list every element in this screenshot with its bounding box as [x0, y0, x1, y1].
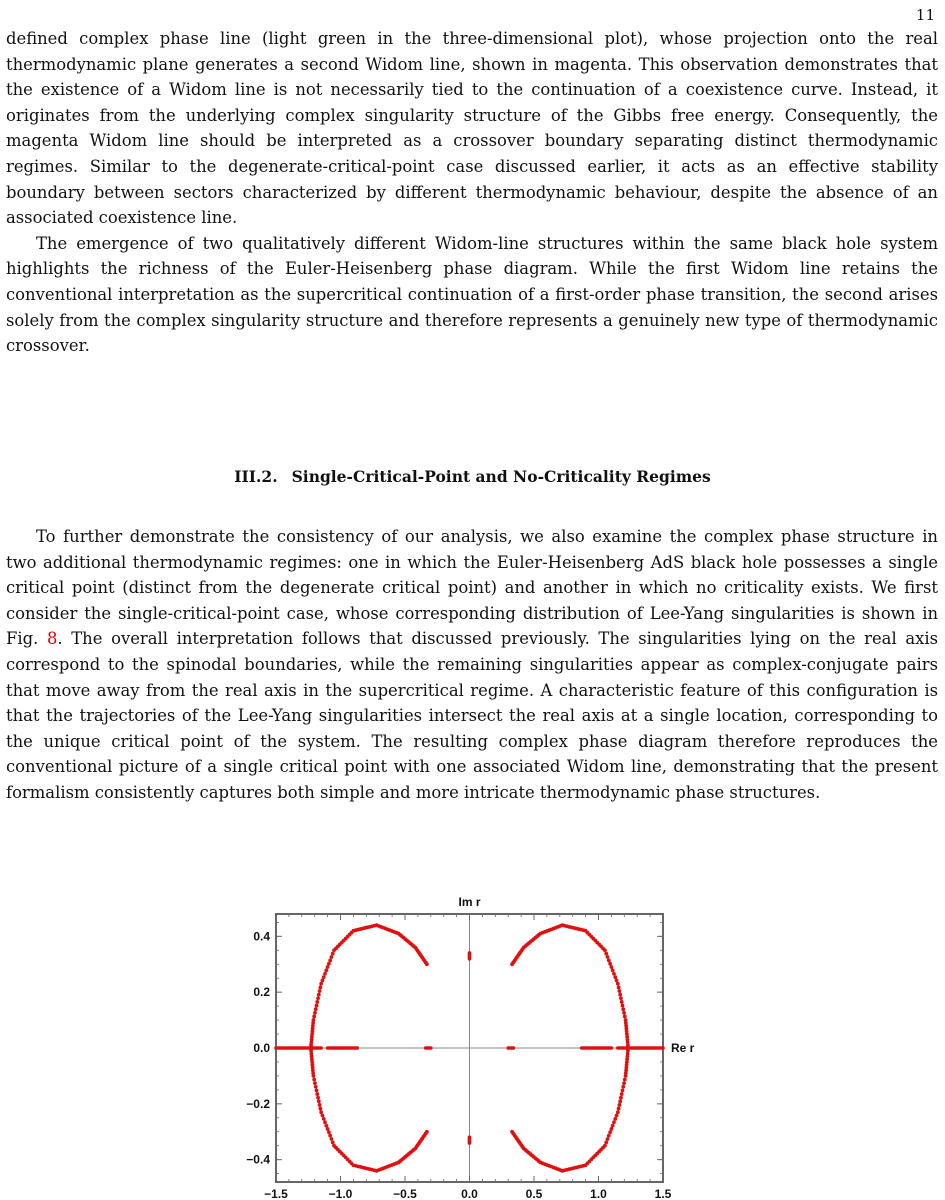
- singularity-point: [623, 1015, 627, 1019]
- singularity-point: [621, 1004, 625, 1008]
- singularity-point: [321, 1114, 325, 1118]
- singularity-point: [611, 1124, 615, 1128]
- singularity-point: [315, 1000, 319, 1004]
- singularity-point: [603, 948, 607, 952]
- singularity-point: [328, 958, 332, 962]
- singularity-point: [313, 1081, 317, 1085]
- singularity-point: [619, 996, 623, 1000]
- singularity-point: [613, 1117, 617, 1121]
- singularity-point: [610, 965, 614, 969]
- x-tick-label: −1.0: [328, 1187, 353, 1200]
- singularity-point: [322, 1117, 326, 1121]
- singularity-point: [622, 1081, 626, 1085]
- singularity-point: [319, 1110, 323, 1114]
- singularity-point: [613, 975, 617, 979]
- x-tick-label: −0.5: [393, 1187, 417, 1200]
- singularity-point: [623, 1078, 627, 1082]
- singularity-point: [615, 1114, 619, 1118]
- x-axis-label: Re r: [671, 1041, 695, 1055]
- singularity-point: [332, 948, 336, 952]
- singularity-point: [324, 968, 328, 972]
- singularity-point: [604, 952, 608, 956]
- singularity-point: [316, 996, 320, 1000]
- singularity-point: [318, 1103, 322, 1107]
- y-tick-label: −0.4: [246, 1152, 270, 1167]
- real-axis-singularity: [319, 1046, 323, 1050]
- singularity-point: [615, 979, 619, 983]
- real-axis-singularity: [429, 1046, 433, 1050]
- real-axis-singularity: [512, 1046, 516, 1050]
- singularity-point: [619, 1096, 623, 1100]
- singularity-point: [323, 972, 327, 976]
- singularity-point: [321, 979, 325, 983]
- paragraph-3-text-b: . The overall interpretation follows that discussed previously. The singularities lying on the real axis correspond to the spinodal boundaries, while the remaining singularities appear as complex-conjugate pairs that move away from the real axis in the supercritical regime. A characteristic feature of this configuration is that the trajectories of the Lee-Yang singularities intersect the real axis at a single location, corresponding to the unique critical point of the system. The resulting complex phase diagram therefore reproduces the conventional picture of a single critical point with one associated Widom line, demonstrating that the present formalism consistently captures both simple and more intricate thermodynamic phase structures.: [6, 629, 938, 802]
- section-heading: [0, 467, 945, 486]
- singularity-point: [616, 982, 620, 986]
- singularity-point: [624, 1074, 628, 1078]
- singularity-point: [326, 965, 330, 969]
- singularity-point: [314, 1007, 318, 1011]
- singularity-point: [317, 1099, 321, 1103]
- singularity-point: [510, 1130, 514, 1134]
- singularity-point: [617, 1103, 621, 1107]
- x-tick-label: 1.5: [654, 1187, 672, 1200]
- imag-axis-singularity: [468, 1141, 472, 1145]
- paragraph-2: The emergence of two qualitatively different Widom-line structures within the same black hole system highlights the richness of the Euler-Heisenberg phase diagram. While the first Widom line retains the conventional interpretation as the supercritical continuation of a first-order phase transition, the second arises solely from the complex singularity structure and therefore represents a genuinely new type of thermodynamic crossover.: [6, 233, 938, 356]
- y-tick-label: 0.4: [253, 929, 270, 944]
- singularity-point: [331, 1140, 335, 1144]
- singularity-point: [330, 1137, 334, 1141]
- singularity-point: [606, 955, 610, 959]
- singularity-point: [621, 1089, 625, 1093]
- singularity-point: [317, 993, 321, 997]
- singularity-point: [330, 955, 334, 959]
- singularity-point: [315, 1092, 319, 1096]
- singularity-point: [616, 1110, 620, 1114]
- y-axis-label: Im r: [458, 895, 481, 909]
- singularity-point: [315, 1004, 319, 1008]
- singularity-point: [331, 952, 335, 956]
- paragraph-3: [6, 524, 938, 806]
- singularity-point: [425, 1130, 429, 1134]
- singularity-point: [620, 1092, 624, 1096]
- real-axis-singularity: [661, 1046, 665, 1050]
- singularity-point: [618, 993, 622, 997]
- lee-yang-singularity-plot: [220, 890, 720, 1200]
- singularity-point: [327, 1130, 331, 1134]
- paragraph-1: defined complex phase line (light green in the three-dimensional plot), whose projection onto the real thermodynamic plane generates a second Widom line, shown in magenta. This observation demonstrates that the existence of a Widom line is not necessarily tied to the continuation of a coexistence curve. Instead, it originates from the underlying complex singularity structure of the Gibbs free energy. Consequently, the magenta Widom line should be interpreted as a crossover boundary separating distinct thermodynamic regimes. Similar to the degenerate-critical-point case discussed earlier, it acts as an effective stability boundary between sectors characterized by different thermodynamic behaviour, despite the absence of an associated coexistence line.: [6, 29, 938, 228]
- singularity-point: [607, 1134, 611, 1138]
- singularity-point: [606, 1137, 610, 1141]
- singularity-point: [324, 1124, 328, 1128]
- singularity-point: [318, 989, 322, 993]
- singularity-point: [312, 1078, 316, 1082]
- singularity-point: [312, 1074, 316, 1078]
- paragraph-3-text-a: To further demonstrate the consistency of our analysis, we also examine the complex phase structure in two additional thermodynamic regimes: one in which the Euler-Heisenberg AdS black hole possesses a single critical point (distinct from the degenerate critical point) and another in which no criticality exists. We first consider the single-critical-point case, whose corresponding distribution of Lee-Yang singularities is shown in Fig.: [6, 527, 938, 649]
- section-number: III.2.: [234, 467, 278, 486]
- y-tick-label: −0.2: [246, 1096, 270, 1111]
- singularity-point: [327, 962, 331, 966]
- x-tick-label: −1.5: [264, 1187, 288, 1200]
- singularity-point: [608, 962, 612, 966]
- singularity-point: [608, 1130, 612, 1134]
- figure-reference-link[interactable]: 8: [46, 629, 58, 649]
- singularity-point: [617, 1107, 621, 1111]
- singularity-point: [326, 1127, 330, 1131]
- singularity-point: [328, 1134, 332, 1138]
- real-axis-singularity: [355, 1046, 359, 1050]
- singularity-point: [621, 1085, 625, 1089]
- y-tick-label: 0.0: [253, 1041, 270, 1055]
- x-tick-label: 0.0: [461, 1187, 478, 1200]
- y-tick-label: 0.2: [253, 985, 270, 1000]
- section-title: Single-Critical-Point and No-Criticality Regimes: [291, 467, 711, 486]
- singularity-point: [610, 1127, 614, 1131]
- singularity-point: [604, 1140, 608, 1144]
- singularity-point: [612, 1120, 616, 1124]
- singularity-point: [620, 1000, 624, 1004]
- singularity-point: [315, 1089, 319, 1093]
- singularity-point: [622, 1011, 626, 1015]
- real-axis-singularity: [610, 1046, 614, 1050]
- singularity-point: [316, 1096, 320, 1100]
- imag-axis-singularity: [468, 957, 472, 961]
- paragraph-1-block: [6, 26, 938, 359]
- page-number: 11: [915, 6, 935, 24]
- singularity-point: [612, 972, 616, 976]
- singularity-point: [318, 1107, 322, 1111]
- singularity-point: [323, 1120, 327, 1124]
- singularity-point: [314, 1085, 318, 1089]
- singularity-point: [312, 1015, 316, 1019]
- singularity-point: [621, 1007, 625, 1011]
- singularity-point: [607, 958, 611, 962]
- x-tick-label: 1.0: [590, 1187, 607, 1200]
- singularity-point: [319, 982, 323, 986]
- singularity-point: [322, 975, 326, 979]
- singularity-point: [318, 986, 322, 990]
- singularity-point: [618, 1099, 622, 1103]
- singularity-point: [617, 986, 621, 990]
- singularity-point: [617, 989, 621, 993]
- x-tick-label: 0.5: [525, 1187, 543, 1200]
- paragraph-3-block: [6, 524, 938, 806]
- singularity-point: [313, 1011, 317, 1015]
- singularity-point: [611, 968, 615, 972]
